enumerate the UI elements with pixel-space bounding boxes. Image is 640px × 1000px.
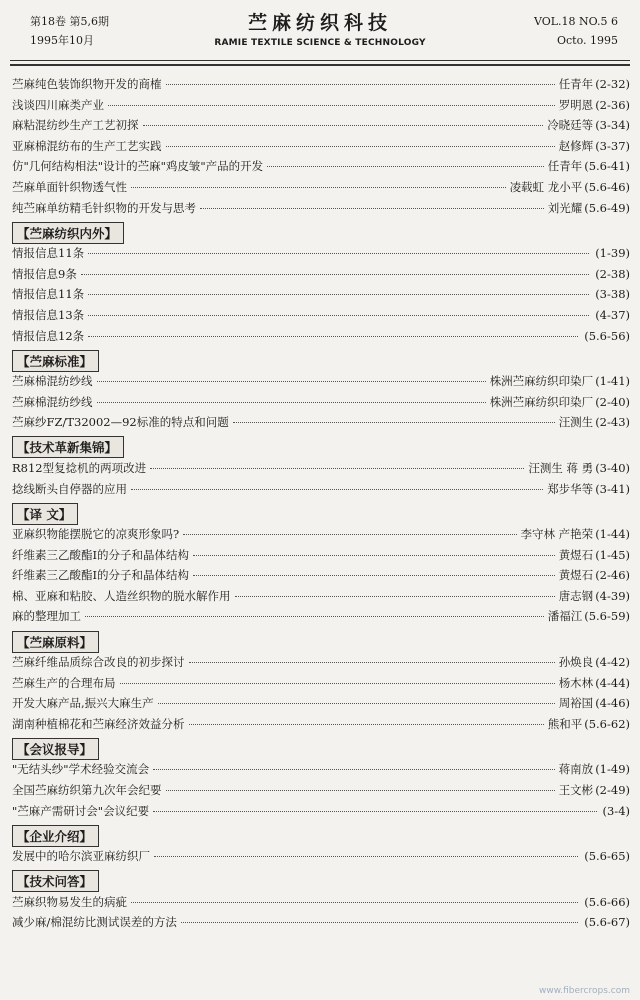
section-heading [12, 501, 630, 526]
dot-leader [131, 902, 578, 903]
entry-page: (2-36) [595, 97, 630, 112]
entry-title: 麻的整理加工 [12, 609, 81, 624]
entry-page: (2-49) [595, 783, 630, 798]
entry-title: 情报信息11条 [12, 287, 85, 302]
dot-leader [189, 724, 544, 725]
entry-author: 郑步华等 [547, 481, 594, 496]
toc-entry [12, 716, 630, 737]
entry-author: 黄煜石 [558, 547, 594, 562]
watermark: www.fibercrops.com [539, 986, 630, 996]
entry-title: 浅谈四川麻类产业 [12, 97, 104, 112]
entry-page: (4-44) [595, 675, 630, 690]
entry-page: (3-34) [595, 118, 630, 133]
entry-title: 情报信息13条 [12, 307, 85, 322]
section-heading [12, 629, 630, 654]
entry-title: 纤维素三乙酸酯Ⅰ的分子和晶体结构 [12, 547, 190, 562]
dot-leader [88, 294, 589, 295]
section-heading [12, 435, 630, 460]
entry-page: (1-49) [595, 762, 630, 777]
dot-leader [97, 381, 486, 382]
dot-leader [235, 596, 555, 597]
dot-leader [166, 146, 555, 147]
section-label: 【苎麻纺织内外】 [12, 222, 124, 244]
entry-author: 汪测生 蒋 勇 [528, 460, 594, 475]
entry-page: (2-38) [595, 266, 630, 281]
dot-leader [88, 336, 578, 337]
entry-page: (2-46) [595, 568, 630, 583]
toc-entry [12, 675, 630, 696]
entry-page: (5.6-59) [584, 609, 630, 624]
entry-title: 情报信息9条 [12, 266, 77, 281]
dot-leader [143, 125, 544, 126]
toc-entry [12, 914, 630, 935]
dot-leader [154, 856, 578, 857]
entry-page: (2-40) [595, 394, 630, 409]
journal-title-cn: 苎麻纺织科技 [247, 12, 392, 34]
entry-author: 株洲苎麻纺织印染厂 [489, 394, 594, 409]
dot-leader [193, 555, 555, 556]
toc-entry [12, 803, 630, 824]
dot-leader [88, 253, 589, 254]
entry-title: 开发大麻产品,振兴大麻生产 [12, 696, 154, 711]
toc-entry [12, 782, 630, 803]
section-label: 【苎麻原料】 [12, 631, 99, 653]
entry-page: (3-37) [595, 138, 630, 153]
toc-entry [12, 460, 630, 481]
entry-title: 纯苎麻单纺精毛针织物的开发与思考 [12, 200, 196, 215]
toc-entry [12, 138, 630, 159]
dot-leader [189, 662, 555, 663]
section-heading [12, 348, 630, 373]
section-heading [12, 869, 630, 894]
entry-author: 熊和平 [547, 716, 583, 731]
toc-entry [12, 654, 630, 675]
dot-leader [153, 769, 555, 770]
section-heading [12, 823, 630, 848]
entry-title: 苎麻生产的合理布局 [12, 675, 116, 690]
dot-leader [183, 534, 516, 535]
dot-leader [153, 811, 596, 812]
toc-entry [12, 179, 630, 200]
entry-title: 纤维素三乙酸酯Ⅰ的分子和晶体结构 [12, 568, 190, 583]
table-of-contents [12, 76, 630, 935]
entry-author: 王文彬 [558, 783, 594, 798]
entry-title: 全国苎麻纺织第九次年会纪要 [12, 783, 162, 798]
section-heading [12, 220, 630, 245]
entry-author: 任青年 [558, 77, 594, 91]
entry-author: 潘福江 [547, 609, 583, 624]
toc-entry [12, 526, 630, 547]
entry-page: (5.6-49) [584, 200, 630, 215]
entry-page: (3-40) [595, 460, 630, 475]
dot-leader [88, 315, 589, 316]
entry-page: (5.6-67) [584, 915, 630, 930]
entry-title: 苎麻纱FZ/T32002—92标准的特点和问题 [12, 415, 229, 430]
entry-title: 捻线断头自停器的应用 [12, 481, 127, 496]
entry-title: 亚麻棉混纺布的生产工艺实践 [12, 138, 162, 153]
section-label: 【会议报导】 [12, 738, 99, 760]
toc-entry [12, 307, 630, 328]
dot-leader [166, 84, 555, 85]
journal-header [0, 0, 640, 66]
dot-leader [120, 683, 555, 684]
entry-author: 凌载虹 龙小平 [509, 179, 583, 194]
volume-en: VOL.18 NO.5 6 [533, 15, 618, 28]
entry-page: (4-42) [595, 655, 630, 670]
toc-entry [12, 394, 630, 415]
header-rule-thick [10, 64, 630, 66]
toc-entry [12, 588, 630, 609]
entry-page: (2-32) [595, 77, 630, 91]
dot-leader [131, 489, 543, 490]
entry-author: 刘光耀 [547, 200, 583, 215]
dot-leader [108, 105, 555, 106]
section-label: 【译 文】 [12, 503, 78, 525]
toc-entry [12, 286, 630, 307]
toc-entry [12, 695, 630, 716]
entry-title: 减少麻/棉混纺比测试误差的方法 [12, 915, 177, 930]
entry-title: 情报信息12条 [12, 328, 85, 343]
entry-title: 苎麻棉混纺纱线 [12, 394, 93, 409]
date-en: Octo. 1995 [556, 34, 618, 47]
entry-page: (5.6-56) [584, 328, 630, 343]
toc-entry [12, 328, 630, 349]
entry-title: 苎麻纤维品质综合改良的初步探讨 [12, 655, 185, 670]
toc-entry [12, 266, 630, 287]
entry-author: 杨木林 [558, 675, 594, 690]
entry-author: 冷晓廷等 [547, 118, 594, 133]
entry-title: "无结头纱"学术经验交流会 [12, 762, 150, 777]
entry-page: (4-37) [595, 307, 630, 322]
dot-leader [193, 575, 555, 576]
header-rule-thin [10, 60, 630, 61]
entry-page: (1-44) [595, 527, 630, 542]
entry-author: 汪测生 [558, 415, 594, 430]
entry-author: 唐志钢 [558, 588, 594, 603]
dot-leader [97, 402, 486, 403]
entry-page: (5.6-41) [584, 159, 630, 174]
header-center [170, 8, 470, 48]
entry-title: 湖南种植棉花和苎麻经济效益分析 [12, 716, 185, 731]
entry-author: 周裕国 [558, 696, 594, 711]
toc-entry [12, 373, 630, 394]
entry-page: (3-41) [595, 481, 630, 496]
entry-author: 株洲苎麻纺织印染厂 [489, 374, 594, 389]
dot-leader [267, 166, 544, 167]
entry-page: (1-45) [595, 547, 630, 562]
entry-page: (3-38) [595, 287, 630, 302]
toc-entry [12, 200, 630, 221]
entry-page: (4-46) [595, 696, 630, 711]
toc-entry [12, 414, 630, 435]
dot-leader [166, 790, 555, 791]
header-left [30, 12, 109, 50]
entry-title: 苎麻纯色装饰织物开发的商榷 [12, 77, 162, 91]
entry-page: (1-39) [595, 246, 630, 261]
section-label: 【苎麻标准】 [12, 350, 99, 372]
entry-page: (4-39) [595, 588, 630, 603]
dot-leader [81, 274, 589, 275]
volume-cn: 第18卷 第5,6期 [30, 15, 109, 28]
date-cn: 1995年10月 [30, 34, 94, 47]
entry-page: (2-43) [595, 415, 630, 430]
dot-leader [200, 208, 544, 209]
section-label: 【技术问答】 [12, 870, 99, 892]
entry-page: (5.6-65) [584, 849, 630, 864]
entry-title: 棉、亚麻和粘胶、人造丝织物的脱水解作用 [12, 588, 231, 603]
entry-author: 李守林 产艳荣 [520, 527, 594, 542]
entry-author: 蒋南放 [558, 762, 594, 777]
toc-entry [12, 567, 630, 588]
toc-entry [12, 245, 630, 266]
toc-entry [12, 848, 630, 869]
entry-title: 苎麻棉混纺纱线 [12, 374, 93, 389]
entry-title: 苎麻单面针织物透气性 [12, 179, 127, 194]
entry-author: 黄煜石 [558, 568, 594, 583]
entry-title: 仿"几何结构相法"设计的苎麻"鸡皮皱"产品的开发 [12, 159, 264, 174]
entry-title: 情报信息11条 [12, 246, 85, 261]
entry-page: (1-41) [595, 374, 630, 389]
entry-title: 苎麻织物易发生的病疵 [12, 894, 127, 909]
entry-title: 麻粘混纺纱生产工艺初探 [12, 118, 139, 133]
section-label: 【企业介绍】 [12, 825, 99, 847]
dot-leader [233, 422, 555, 423]
dot-leader [181, 922, 578, 923]
toc-entry [12, 547, 630, 568]
header-right [534, 12, 618, 50]
entry-title: 亚麻织物能摆脱它的凉爽形象吗? [12, 527, 180, 542]
entry-page: (3-4) [602, 803, 630, 818]
toc-entry [12, 158, 630, 179]
entry-title: "苎麻产需研讨会"会议纪要 [12, 803, 150, 818]
toc-entry [12, 117, 630, 138]
toc-entry [12, 76, 630, 97]
toc-entry [12, 894, 630, 915]
journal-title-en: RAMIE TEXTILE SCIENCE & TECHNOLOGY [214, 38, 426, 48]
entry-page: (5.6-66) [584, 894, 630, 909]
dot-leader [131, 187, 506, 188]
entry-page: (5.6-46) [584, 179, 630, 194]
toc-entry [12, 761, 630, 782]
toc-entry [12, 97, 630, 118]
entry-page: (5.6-62) [584, 716, 630, 731]
entry-title: 发展中的哈尔滨亚麻纺织厂 [12, 849, 150, 864]
toc-entry [12, 608, 630, 629]
entry-author: 赵修辉 [558, 138, 594, 153]
dot-leader [150, 468, 524, 469]
entry-author: 任青年 [547, 159, 583, 174]
toc-entry [12, 481, 630, 502]
entry-title: R812型复捻机的两项改进 [12, 460, 147, 475]
entry-author: 孙焕良 [558, 655, 594, 670]
dot-leader [85, 616, 544, 617]
section-label: 【技术革新集锦】 [12, 436, 124, 458]
dot-leader [158, 703, 555, 704]
entry-author: 罗明恩 [558, 97, 594, 112]
section-heading [12, 736, 630, 761]
